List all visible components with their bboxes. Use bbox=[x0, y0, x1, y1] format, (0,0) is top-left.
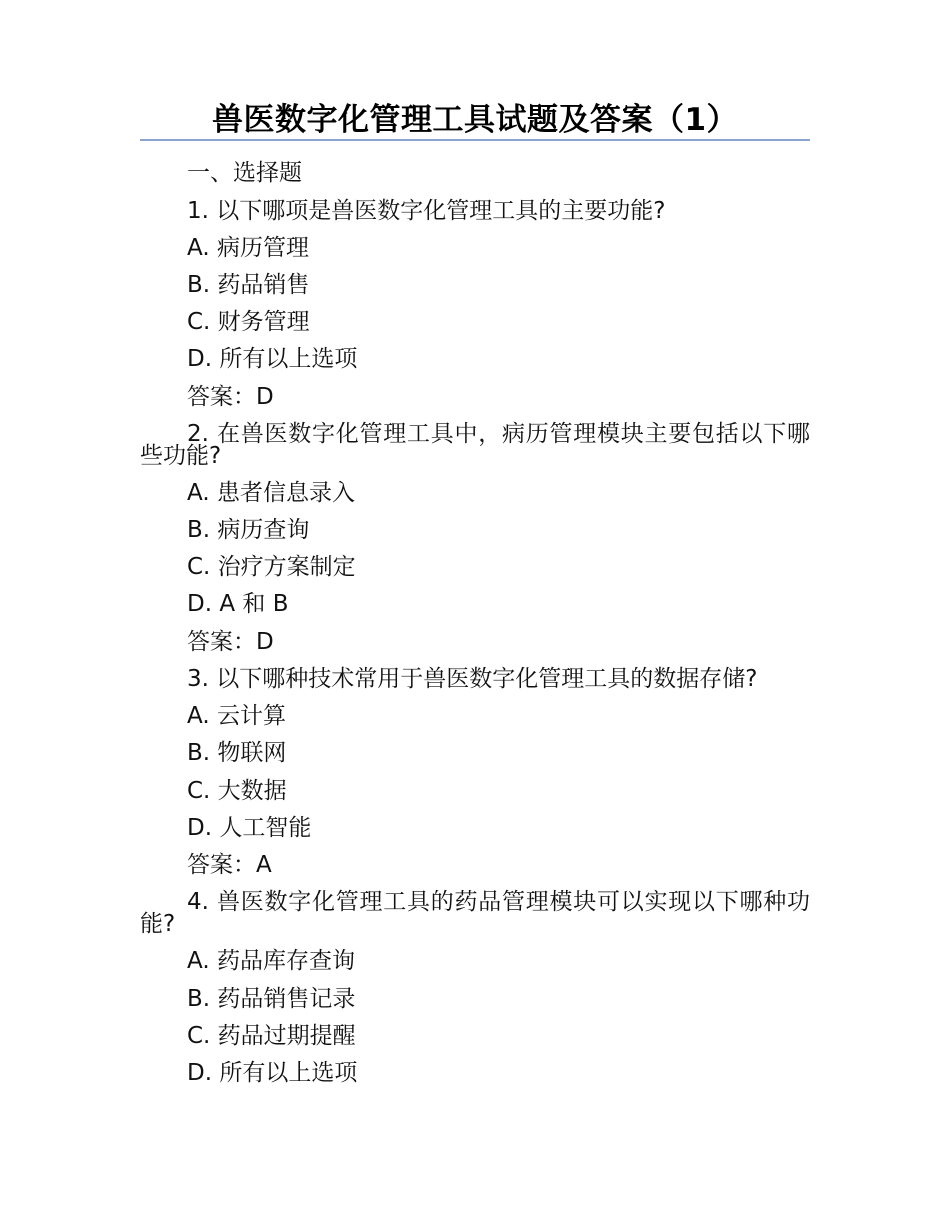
question-1-answer: 答案：D bbox=[187, 384, 274, 410]
question-1-option-c: C. 财务管理 bbox=[187, 309, 310, 335]
question-2-answer: 答案：D bbox=[187, 629, 274, 655]
question-3-option-d: D. 人工智能 bbox=[187, 815, 312, 841]
title-underline bbox=[140, 139, 810, 141]
question-3-option-b: B. 物联网 bbox=[187, 740, 287, 766]
question-4-option-b: B. 药品销售记录 bbox=[187, 986, 356, 1012]
question-4-option-d: D. 所有以上选项 bbox=[187, 1060, 358, 1086]
question-4-option-a: A. 药品库存查询 bbox=[187, 948, 355, 974]
question-2-option-c: C. 治疗方案制定 bbox=[187, 554, 356, 580]
question-1-option-b: B. 药品销售 bbox=[187, 272, 310, 298]
question-2-option-d: D. A 和 B bbox=[187, 591, 289, 617]
question-3-option-c: C. 大数据 bbox=[187, 778, 287, 804]
question-3-option-a: A. 云计算 bbox=[187, 703, 286, 729]
question-1-text: 1. 以下哪项是兽医数字化管理工具的主要功能? bbox=[187, 198, 666, 224]
question-3-text: 3. 以下哪种技术常用于兽医数字化管理工具的数据存储? bbox=[187, 666, 758, 692]
page-title: 兽医数字化管理工具试题及答案（1） bbox=[211, 102, 739, 138]
question-2-option-b: B. 病历查询 bbox=[187, 517, 310, 543]
question-2-option-a: A. 患者信息录入 bbox=[187, 480, 355, 506]
question-4-text: 4. 兽医数字化管理工具的药品管理模块可以实现以下哪种功能? bbox=[140, 889, 810, 937]
question-1-option-a: A. 病历管理 bbox=[187, 235, 309, 261]
question-4-option-c: C. 药品过期提醒 bbox=[187, 1023, 356, 1049]
question-1-option-d: D. 所有以上选项 bbox=[187, 346, 358, 372]
question-3-answer: 答案：A bbox=[187, 852, 272, 878]
section-heading: 一、选择题 bbox=[187, 160, 302, 186]
question-2-text: 2. 在兽医数字化管理工具中，病历管理模块主要包括以下哪些功能? bbox=[140, 421, 810, 469]
